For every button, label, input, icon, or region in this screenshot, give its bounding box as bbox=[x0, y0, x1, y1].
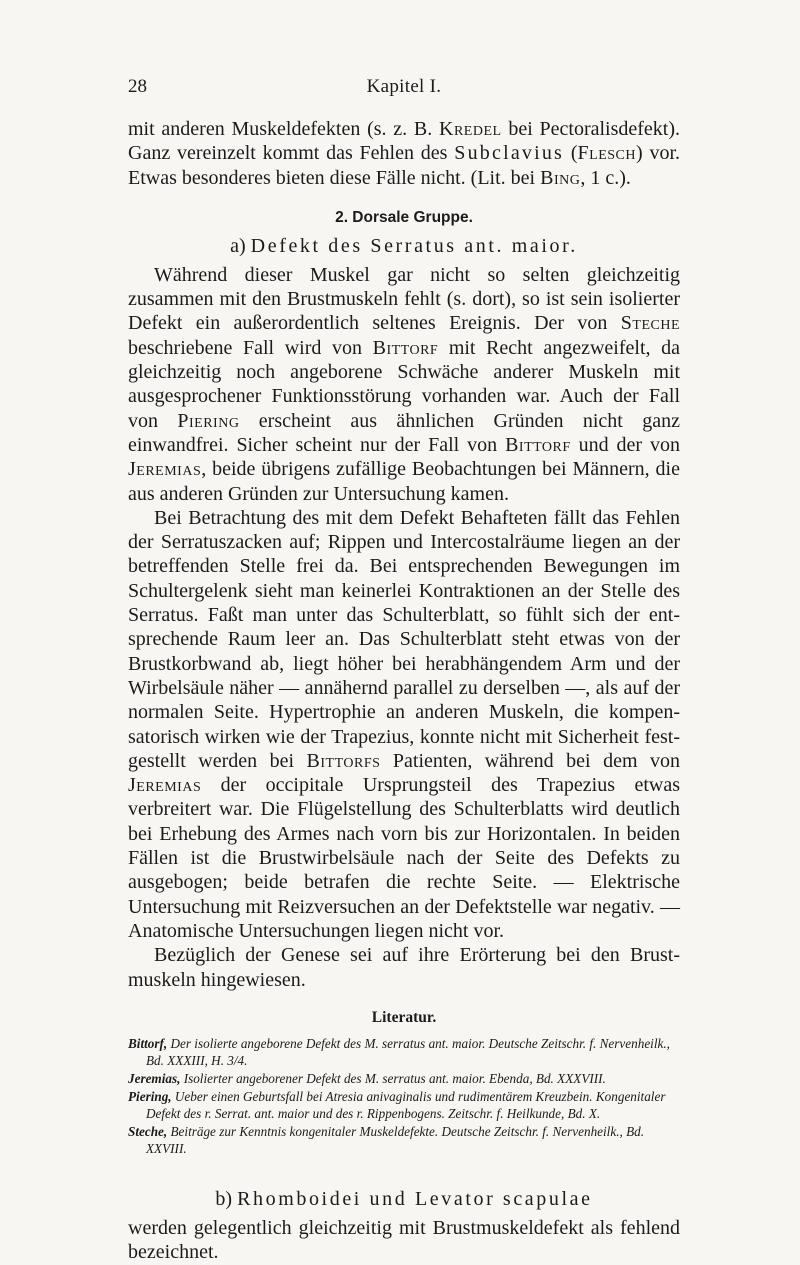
literature-entry: Steche, Beiträge zur Kenntnis kongenitaler Muskeldefekte. Deutsche Zeitschr. f. Nervenheilk., Bd. XXVIII. bbox=[128, 1123, 645, 1157]
subsection-heading-b: b) Rhomboidei und Levator scapulae bbox=[215, 1187, 593, 1210]
page-header bbox=[128, 76, 680, 100]
literature-entry: Bittorf, Der isolierte angeborene Defekt des M. serratus ant. maior. Deutsche Zeitschr. f. Nervenheilk., Bd. XXXIII, H. 3/4. bbox=[128, 1035, 670, 1069]
muscle-name: Subclavius bbox=[454, 142, 565, 165]
author-name: Kredel bbox=[439, 118, 502, 140]
paragraph-rhomboidei: werden gelegentlich gleichzeitig mit Brustmuskeldefekt als fehlend bezeichnet. bbox=[128, 1216, 680, 1264]
paragraph-intro: mit anderen Muskeldefekten (s. z. B. Kredel bei Pectoralisdefekt). Ganz vereinzelt kommt das Fehlen des Subclavius (Flesch) vor. Etwas besonderes bieten diese Fälle nicht. (Lit. bei Bing, 1 c.). bbox=[128, 118, 681, 189]
author-name: Jeremias bbox=[128, 774, 202, 797]
page-body bbox=[128, 117, 680, 1265]
author-name: Piering bbox=[177, 409, 240, 432]
literature-entry: Piering, Ueber einen Geburtsfall bei Atresia anivaginalis und rudimentärem Kreuzbein. Kongenitaler Defekt des r. Serrat. ant. maior und des r. Rippenbogens. Zeitschr. f. Heilkunde, Bd. X. bbox=[128, 1088, 666, 1122]
author-name: Steche bbox=[620, 312, 680, 335]
author-name: Jeremias bbox=[128, 458, 202, 481]
subsection-heading-a: a) Defekt des Serratus ant. maior. bbox=[230, 234, 578, 257]
paragraph-genesis: Bezüglich der Genese sei auf ihre Erörterung bei den Brustmuskeln hingewiesen. bbox=[128, 944, 680, 991]
paragraph-findings: Bei Betrachtung des mit dem Defekt Behafteten fällt das Fehlen der Serratuszacken auf; Rippen und Intercostalräume liegen an der betreffenden Stelle frei da. Bei entsprechenden Bewegungen im Schultergelenk sieht man keinerlei Kontraktionen an der Stelle des Serratus. Faßt man unter das Schulterblatt, so fühlt sich der entsprechende Raum leer an. Das Schulterblatt steht etwas von der Brustkorbwand ab, liegt höher bei herabhängendem Arm und der Wirbelsäule näher — annähernd parallel zu derselben —, als auf der normalen Seite. Hypertrophie an anderen Muskeln, die kompensatorisch wirken wie der Trapezius, konnte nicht mit Sicherheit festgestellt werden bei Bittorfs Patienten, während bei dem von Jeremias der occipitale Ursprungsteil des Trapezius etwas verbreitert war. Die Flügelstellung des Schulterblatts wird deutlich bei Erhebung des Armes nach vorn bis zur Horizontalen. In beiden Fällen ist die Brustwirbelsäule nach der Seite des Defekts zu ausgebogen; beide betrafen die rechte Seite. — Elektrische Untersuchung mit Reizversuchen an der Defektstelle war negativ. — Anatomische Untersuchungen liegen nicht vor. bbox=[128, 506, 680, 942]
author-name: Bittorf bbox=[505, 433, 571, 456]
author-name: Bittorf bbox=[372, 336, 439, 359]
paragraph-serratus: Während dieser Muskel gar nicht so selten gleichzeitig zusammen mit den Brustmuskeln fehlt (s. dort), so ist sein isolierter Defekt ein außerordentlich seltenes Ereignis. Der von Steche beschriebene Fall wird von Bittorf mit Recht angezweifelt, da gleichzeitig noch angeborene Schwäche anderer Muskeln mit ausgesprochener Funktionsstörung vorhanden war. Auch der Fall von Piering erscheint aus ähnlichen Gründen nicht ganz einwandfrei. Sicher scheint nur der Fall von Bittorf und der von Jeremias, beide übrigens zufällige Beobachtungen bei Männern, die aus anderen Gründen zur Untersuchung kamen. bbox=[128, 263, 680, 505]
literature-entry: Jeremias, Isolierter angeborener Defekt des M. serratus ant. maior. Ebenda, Bd. XXXVIII. bbox=[128, 1070, 606, 1086]
page-number: 28 bbox=[128, 76, 147, 97]
author-name: Bittorfs bbox=[306, 749, 381, 772]
section-heading: 2. Dorsale Gruppe. bbox=[335, 208, 473, 226]
author-name: Flesch bbox=[577, 142, 636, 165]
running-title: Kapitel I. bbox=[366, 76, 442, 97]
literature-heading: Literatur. bbox=[371, 1008, 437, 1026]
author-name: Bing bbox=[540, 166, 581, 189]
